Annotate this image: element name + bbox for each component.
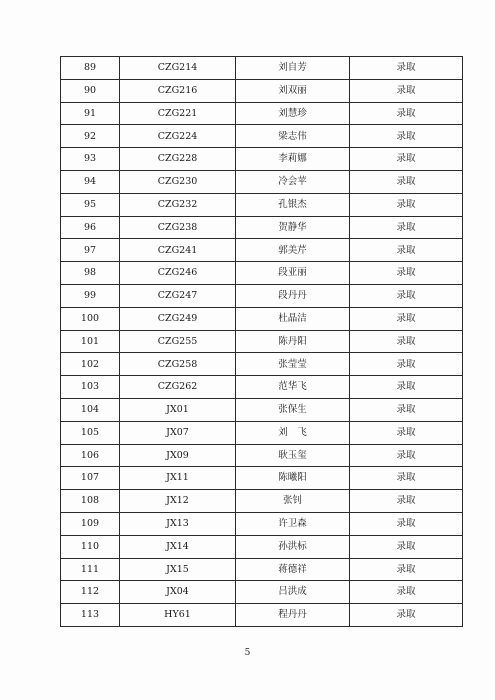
row-number-cell: 89	[61, 57, 120, 80]
admission-status-cell: 录取	[350, 421, 463, 444]
exam-code-cell: CZG246	[120, 262, 236, 285]
admission-status-cell: 录取	[350, 376, 463, 399]
candidate-name-cell: 段亚丽	[236, 262, 350, 285]
row-number-cell: 95	[61, 193, 120, 216]
candidate-name-cell: 吕洪成	[236, 581, 350, 604]
table-row	[61, 490, 463, 513]
candidate-name-cell: 孔银杰	[236, 193, 350, 216]
row-number-cell: 111	[61, 558, 120, 581]
candidate-name-cell: 李莉娜	[236, 148, 350, 171]
row-number-cell: 109	[61, 512, 120, 535]
row-number-cell: 99	[61, 284, 120, 307]
exam-code-cell: CZG230	[120, 170, 236, 193]
page-number: 5	[244, 648, 251, 658]
exam-code-cell: JX13	[120, 512, 236, 535]
admission-table	[60, 56, 463, 627]
table-row	[61, 148, 463, 171]
table-row	[61, 444, 463, 467]
candidate-name-cell: 孙洪标	[236, 535, 350, 558]
table-row	[61, 193, 463, 216]
admission-table-body	[61, 57, 463, 627]
admission-status-cell: 录取	[350, 467, 463, 490]
table-row	[61, 125, 463, 148]
admission-status-cell: 录取	[350, 444, 463, 467]
row-number-cell: 91	[61, 102, 120, 125]
exam-code-cell: CZG224	[120, 125, 236, 148]
candidate-name-cell: 刘慧珍	[236, 102, 350, 125]
table-row	[61, 170, 463, 193]
row-number-cell: 112	[61, 581, 120, 604]
admission-status-cell: 录取	[350, 57, 463, 80]
exam-code-cell: HY61	[120, 604, 236, 627]
candidate-name-cell: 张保生	[236, 398, 350, 421]
table-row	[61, 284, 463, 307]
table-row	[61, 307, 463, 330]
table-row	[61, 558, 463, 581]
admission-status-cell: 录取	[350, 79, 463, 102]
admission-status-cell: 录取	[350, 512, 463, 535]
exam-code-cell: CZG249	[120, 307, 236, 330]
candidate-name-cell: 耿玉玺	[236, 444, 350, 467]
candidate-name-cell: 陈曦阳	[236, 467, 350, 490]
admission-status-cell: 录取	[350, 102, 463, 125]
admission-status-cell: 录取	[350, 490, 463, 513]
admission-status-cell: 录取	[350, 558, 463, 581]
row-number-cell: 92	[61, 125, 120, 148]
candidate-name-cell: 郭美芹	[236, 239, 350, 262]
row-number-cell: 90	[61, 79, 120, 102]
row-number-cell: 102	[61, 353, 120, 376]
row-number-cell: 104	[61, 398, 120, 421]
table-row	[61, 239, 463, 262]
exam-code-cell: CZG241	[120, 239, 236, 262]
exam-code-cell: CZG214	[120, 57, 236, 80]
candidate-name-cell: 张莹莹	[236, 353, 350, 376]
row-number-cell: 98	[61, 262, 120, 285]
row-number-cell: 100	[61, 307, 120, 330]
table-row	[61, 467, 463, 490]
admission-status-cell: 录取	[350, 193, 463, 216]
row-number-cell: 96	[61, 216, 120, 239]
exam-code-cell: JX12	[120, 490, 236, 513]
table-row	[61, 102, 463, 125]
admission-status-cell: 录取	[350, 535, 463, 558]
exam-code-cell: CZG228	[120, 148, 236, 171]
exam-code-cell: CZG255	[120, 330, 236, 353]
exam-code-cell: CZG216	[120, 79, 236, 102]
candidate-name-cell: 冷会苹	[236, 170, 350, 193]
candidate-name-cell: 蒋德祥	[236, 558, 350, 581]
row-number-cell: 110	[61, 535, 120, 558]
candidate-name-cell: 杜晶洁	[236, 307, 350, 330]
candidate-name-cell: 刘 飞	[236, 421, 350, 444]
candidate-name-cell: 刘自芳	[236, 57, 350, 80]
admission-status-cell: 录取	[350, 581, 463, 604]
candidate-name-cell: 贺静华	[236, 216, 350, 239]
row-number-cell: 93	[61, 148, 120, 171]
table-row	[61, 421, 463, 444]
admission-status-cell: 录取	[350, 284, 463, 307]
admission-status-cell: 录取	[350, 398, 463, 421]
exam-code-cell: CZG221	[120, 102, 236, 125]
candidate-name-cell: 段丹丹	[236, 284, 350, 307]
table-row	[61, 262, 463, 285]
table-row	[61, 398, 463, 421]
admission-status-cell: 录取	[350, 353, 463, 376]
admission-status-cell: 录取	[350, 604, 463, 627]
row-number-cell: 97	[61, 239, 120, 262]
row-number-cell: 107	[61, 467, 120, 490]
admission-status-cell: 录取	[350, 307, 463, 330]
exam-code-cell: JX01	[120, 398, 236, 421]
exam-code-cell: CZG247	[120, 284, 236, 307]
row-number-cell: 103	[61, 376, 120, 399]
row-number-cell: 105	[61, 421, 120, 444]
table-row	[61, 604, 463, 627]
admission-status-cell: 录取	[350, 239, 463, 262]
exam-code-cell: JX04	[120, 581, 236, 604]
candidate-name-cell: 陈丹阳	[236, 330, 350, 353]
exam-code-cell: JX15	[120, 558, 236, 581]
candidate-name-cell: 范华飞	[236, 376, 350, 399]
exam-code-cell: CZG232	[120, 193, 236, 216]
row-number-cell: 108	[61, 490, 120, 513]
admission-status-cell: 录取	[350, 170, 463, 193]
table-row	[61, 376, 463, 399]
exam-code-cell: CZG238	[120, 216, 236, 239]
admission-status-cell: 录取	[350, 125, 463, 148]
exam-code-cell: JX09	[120, 444, 236, 467]
candidate-name-cell: 程丹丹	[236, 604, 350, 627]
row-number-cell: 106	[61, 444, 120, 467]
table-row	[61, 581, 463, 604]
admission-status-cell: 录取	[350, 148, 463, 171]
row-number-cell: 113	[61, 604, 120, 627]
table-row	[61, 330, 463, 353]
admission-status-cell: 录取	[350, 216, 463, 239]
table-row	[61, 79, 463, 102]
exam-code-cell: CZG262	[120, 376, 236, 399]
candidate-name-cell: 刘双丽	[236, 79, 350, 102]
table-row	[61, 57, 463, 80]
row-number-cell: 101	[61, 330, 120, 353]
exam-code-cell: JX07	[120, 421, 236, 444]
exam-code-cell: CZG258	[120, 353, 236, 376]
row-number-cell: 94	[61, 170, 120, 193]
table-row	[61, 353, 463, 376]
candidate-name-cell: 梁志伟	[236, 125, 350, 148]
exam-code-cell: JX11	[120, 467, 236, 490]
admission-status-cell: 录取	[350, 262, 463, 285]
table-row	[61, 512, 463, 535]
table-row	[61, 216, 463, 239]
candidate-name-cell: 张钊	[236, 490, 350, 513]
candidate-name-cell: 许卫森	[236, 512, 350, 535]
table-row	[61, 535, 463, 558]
exam-code-cell: JX14	[120, 535, 236, 558]
admission-status-cell: 录取	[350, 330, 463, 353]
